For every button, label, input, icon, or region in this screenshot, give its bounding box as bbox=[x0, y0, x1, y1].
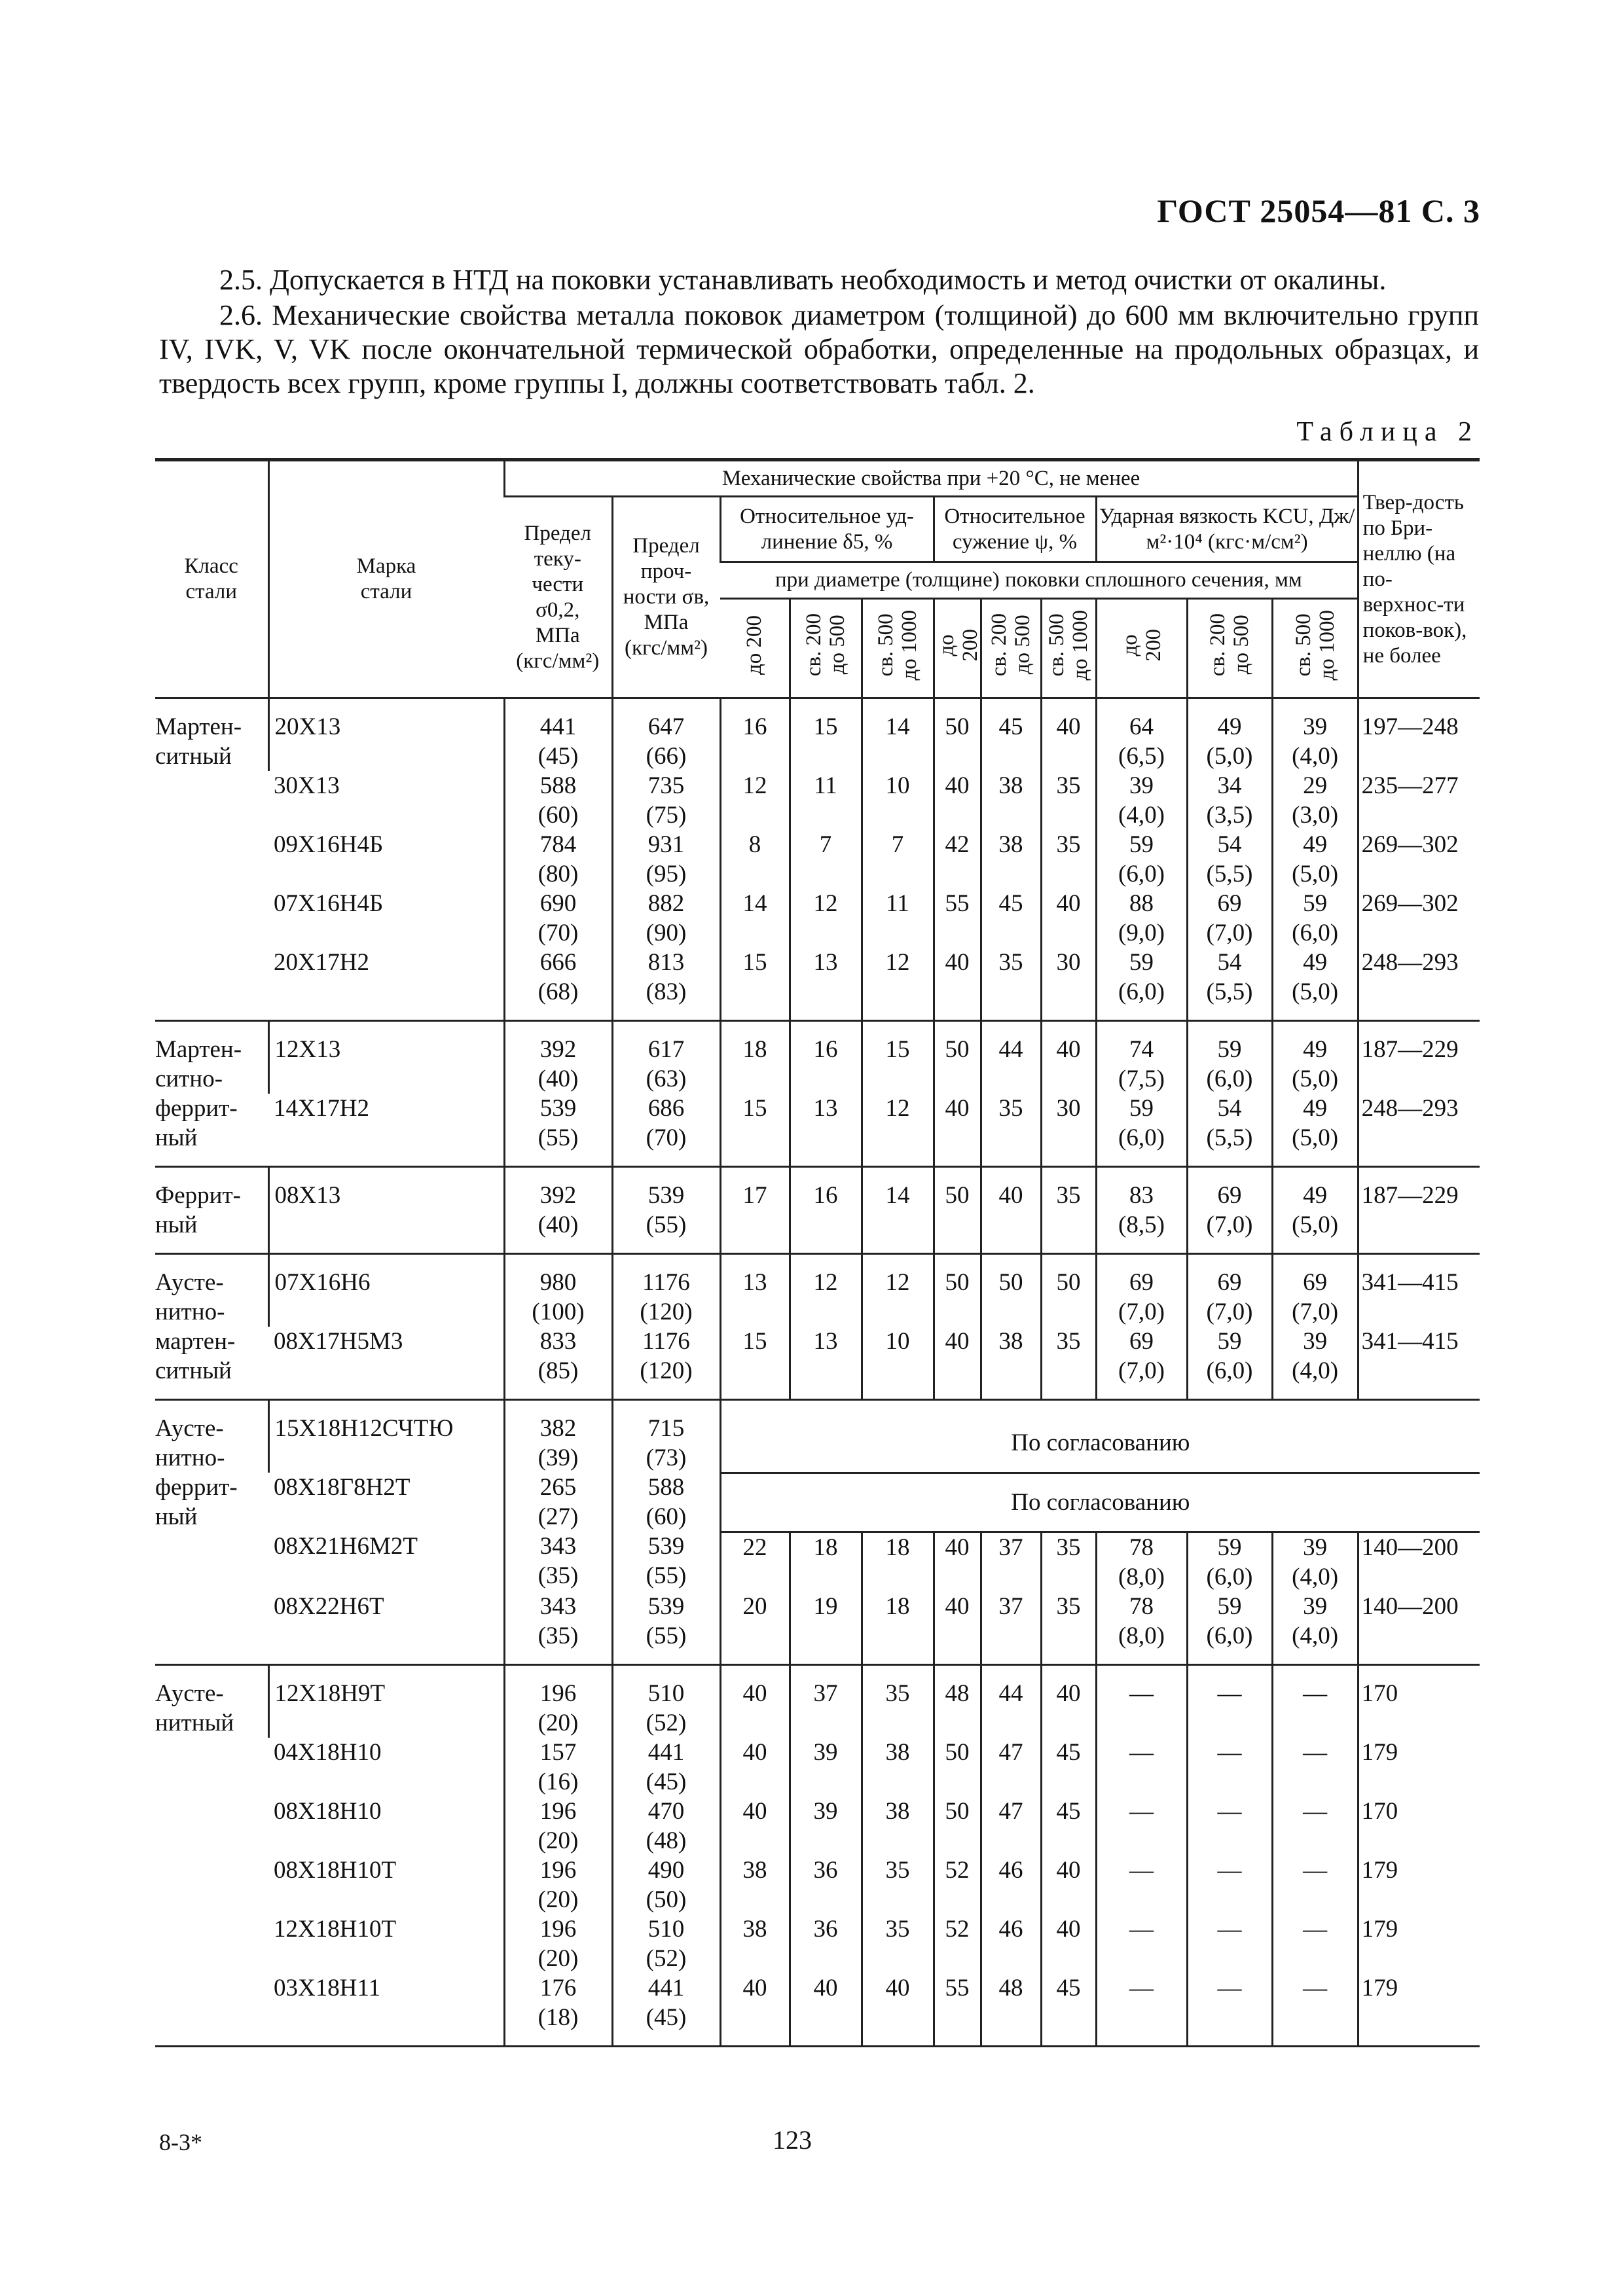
reduction-cell: 40 bbox=[934, 1094, 981, 1167]
sub-elong-1: до 200 bbox=[720, 599, 790, 698]
elongation-cell: 16 bbox=[720, 698, 790, 772]
elongation-cell: 14 bbox=[862, 1167, 934, 1254]
impact-cell: — bbox=[1187, 1664, 1272, 1738]
header-narrow: Относительное сужение ψ, % bbox=[934, 497, 1096, 562]
hardness-cell: 179 bbox=[1358, 1973, 1480, 2047]
header-hardness: Твер-дость по Бри-неллю (на по-верхнос-ти поков-вок), не более bbox=[1358, 460, 1480, 698]
elongation-cell: 11 bbox=[790, 771, 862, 830]
impact-cell: 39 (4,0) bbox=[1272, 1532, 1358, 1592]
steel-class-cell: Аусте- нитный bbox=[155, 1664, 268, 2046]
by-agreement-cell: По согласованию bbox=[720, 1400, 1480, 1473]
tensile-cell: 1176 (120) bbox=[612, 1254, 720, 1327]
yield-cell: 196 (20) bbox=[504, 1856, 612, 1914]
reduction-cell: 55 bbox=[934, 1973, 981, 2047]
reduction-cell: 40 bbox=[934, 1327, 981, 1400]
impact-cell: — bbox=[1187, 1856, 1272, 1914]
tensile-cell: 510 (52) bbox=[612, 1664, 720, 1738]
table-row bbox=[155, 830, 1480, 889]
table-row bbox=[155, 1973, 1480, 2047]
yield-cell: 196 (20) bbox=[504, 1664, 612, 1738]
impact-cell: 39 (4,0) bbox=[1272, 1327, 1358, 1400]
tensile-cell: 715 (73) bbox=[612, 1400, 720, 1473]
impact-cell: 69 (7,0) bbox=[1187, 1167, 1272, 1254]
hardness-cell: 248—293 bbox=[1358, 948, 1480, 1021]
steel-grade-cell: 08Х13 bbox=[268, 1167, 504, 1254]
impact-cell: 39 (4,0) bbox=[1272, 698, 1358, 772]
elongation-cell: 20 bbox=[720, 1592, 790, 1665]
yield-cell: 382 (39) bbox=[504, 1400, 612, 1473]
table-row bbox=[155, 698, 1480, 772]
steel-class-cell: Аусте- нитно- мартен- ситный bbox=[155, 1254, 268, 1400]
sub-narrow-1: до 200 bbox=[934, 599, 981, 698]
page-number: 123 bbox=[773, 2125, 812, 2155]
steel-grade-cell: 08Х18Н10Т bbox=[274, 1856, 397, 1884]
tensile-cell: 441 (45) bbox=[612, 1973, 720, 2047]
steel-grade-cell: 08Х18Г8Н2Т bbox=[274, 1474, 410, 1501]
reduction-cell: 50 bbox=[934, 1167, 981, 1254]
impact-cell: 78 (8,0) bbox=[1096, 1532, 1187, 1592]
steel-grade-cell: 12Х18Н10Т bbox=[274, 1915, 397, 1943]
reduction-cell: 30 bbox=[1041, 948, 1096, 1021]
reduction-cell: 38 bbox=[981, 1327, 1041, 1400]
tensile-cell: 813 (83) bbox=[612, 948, 720, 1021]
elongation-cell: 13 bbox=[790, 1094, 862, 1167]
tensile-cell: 441 (45) bbox=[612, 1738, 720, 1797]
yield-cell: 196 (20) bbox=[504, 1797, 612, 1856]
impact-cell: 49 (5,0) bbox=[1272, 1094, 1358, 1167]
elongation-cell: 15 bbox=[790, 698, 862, 772]
impact-cell: 59 (6,0) bbox=[1096, 948, 1187, 1021]
yield-cell: 176 (18) bbox=[504, 1973, 612, 2047]
sub-narrow-2: св. 200 до 500 bbox=[981, 599, 1041, 698]
impact-cell: — bbox=[1272, 1664, 1358, 1738]
reduction-cell: 46 bbox=[981, 1914, 1041, 1973]
impact-cell: 34 (3,5) bbox=[1187, 771, 1272, 830]
hardness-cell: 170 bbox=[1358, 1797, 1480, 1856]
elongation-cell: 40 bbox=[862, 1973, 934, 2047]
reduction-cell: 35 bbox=[981, 948, 1041, 1021]
elongation-cell: 12 bbox=[862, 948, 934, 1021]
reduction-cell: 40 bbox=[934, 771, 981, 830]
hardness-cell: 179 bbox=[1358, 1856, 1480, 1914]
elongation-cell: 13 bbox=[790, 1327, 862, 1400]
yield-cell: 784 (80) bbox=[504, 830, 612, 889]
tensile-cell: 1176 (120) bbox=[612, 1327, 720, 1400]
elongation-cell: 19 bbox=[790, 1592, 862, 1665]
hardness-cell: 269—302 bbox=[1358, 830, 1480, 889]
elongation-cell: 18 bbox=[862, 1532, 934, 1592]
elongation-cell: 38 bbox=[862, 1738, 934, 1797]
tensile-cell: 647 (66) bbox=[612, 698, 720, 772]
impact-cell: — bbox=[1187, 1914, 1272, 1973]
table-row bbox=[155, 1327, 1480, 1400]
reduction-cell: 52 bbox=[934, 1856, 981, 1914]
yield-cell: 343 (35) bbox=[504, 1592, 612, 1665]
elongation-cell: 40 bbox=[720, 1664, 790, 1738]
hardness-cell: 187—229 bbox=[1358, 1167, 1480, 1254]
table-row bbox=[155, 1664, 1480, 1738]
elongation-cell: 13 bbox=[790, 948, 862, 1021]
steel-grade-cell: 08Х17Н5М3 bbox=[268, 1327, 504, 1400]
elongation-cell: 15 bbox=[720, 1094, 790, 1167]
reduction-cell: 40 bbox=[1041, 1664, 1096, 1738]
elongation-cell: 14 bbox=[862, 698, 934, 772]
tensile-cell: 686 (70) bbox=[612, 1094, 720, 1167]
elongation-cell: 15 bbox=[720, 1327, 790, 1400]
yield-cell: 392 (40) bbox=[504, 1021, 612, 1094]
reduction-cell: 35 bbox=[1041, 771, 1096, 830]
impact-cell: 69 (7,0) bbox=[1096, 1327, 1187, 1400]
page-header: ГОСТ 25054—81 С. 3 bbox=[1157, 192, 1480, 229]
header-yield: Предел теку-чести σ0,2, МПа (кгс/мм²) bbox=[504, 497, 612, 698]
sub-impact-1: до 200 bbox=[1096, 599, 1187, 698]
reduction-cell: 48 bbox=[981, 1973, 1041, 2047]
elongation-cell: 12 bbox=[790, 889, 862, 948]
tensile-cell: 882 (90) bbox=[612, 889, 720, 948]
steel-class-cell: Аусте- нитно- феррит- ный bbox=[155, 1400, 268, 1665]
yield-cell: 539 (55) bbox=[504, 1094, 612, 1167]
elongation-cell: 18 bbox=[790, 1532, 862, 1592]
steel-class-cell: Мартен- ситно- феррит- ный bbox=[155, 1021, 268, 1167]
reduction-cell: 45 bbox=[1041, 1738, 1096, 1797]
hardness-cell: 179 bbox=[1358, 1914, 1480, 1973]
impact-cell: 69 (7,0) bbox=[1272, 1254, 1358, 1327]
steel-grade-cell: 08Х18Н10 bbox=[274, 1797, 382, 1825]
steel-grade-cell: 30Х13 bbox=[274, 772, 340, 799]
impact-cell: 29 (3,0) bbox=[1272, 771, 1358, 830]
elongation-cell: 11 bbox=[862, 889, 934, 948]
table-row bbox=[155, 1094, 1480, 1167]
reduction-cell: 38 bbox=[981, 771, 1041, 830]
steel-grade-cell: 12Х13 bbox=[268, 1021, 504, 1094]
reduction-cell: 37 bbox=[981, 1532, 1041, 1592]
header-impact: Ударная вязкость KCU, Дж/м²·10⁴ (кгс·м/см²) bbox=[1096, 497, 1358, 562]
reduction-cell: 50 bbox=[934, 1254, 981, 1327]
impact-cell: 49 (5,0) bbox=[1272, 1021, 1358, 1094]
header-grade: Марка стали bbox=[268, 460, 504, 698]
hardness-cell: 187—229 bbox=[1358, 1021, 1480, 1094]
impact-cell: 59 (6,0) bbox=[1187, 1327, 1272, 1400]
reduction-cell: 45 bbox=[1041, 1973, 1096, 2047]
reduction-cell: 45 bbox=[981, 889, 1041, 948]
reduction-cell: 40 bbox=[934, 1592, 981, 1665]
reduction-cell: 40 bbox=[1041, 1914, 1096, 1973]
reduction-cell: 40 bbox=[1041, 1856, 1096, 1914]
elongation-cell: 10 bbox=[862, 1327, 934, 1400]
yield-cell: 392 (40) bbox=[504, 1167, 612, 1254]
elongation-cell: 12 bbox=[862, 1254, 934, 1327]
steel-grade-cell: 20Х13 bbox=[268, 698, 504, 772]
header-elong: Относительное уд-линение δ5, % bbox=[720, 497, 934, 562]
yield-cell: 441 (45) bbox=[504, 698, 612, 772]
reduction-cell: 45 bbox=[981, 698, 1041, 772]
hardness-cell: 248—293 bbox=[1358, 1094, 1480, 1167]
elongation-cell: 8 bbox=[720, 830, 790, 889]
elongation-cell: 35 bbox=[862, 1914, 934, 1973]
table-row bbox=[155, 1856, 1480, 1914]
impact-cell: — bbox=[1096, 1664, 1187, 1738]
impact-cell: 69 (7,0) bbox=[1187, 1254, 1272, 1327]
elongation-cell: 36 bbox=[790, 1914, 862, 1973]
yield-cell: 690 (70) bbox=[504, 889, 612, 948]
steel-grade-cell: 07Х16Н6 bbox=[268, 1254, 504, 1327]
impact-cell: 69 (7,0) bbox=[1187, 889, 1272, 948]
header-diam: при диаметре (толщине) поковки сплошного сечения, мм bbox=[720, 562, 1358, 599]
reduction-cell: 55 bbox=[934, 889, 981, 948]
impact-cell: — bbox=[1187, 1797, 1272, 1856]
impact-cell: — bbox=[1096, 1856, 1187, 1914]
impact-cell: — bbox=[1272, 1914, 1358, 1973]
table-caption: Таблица 2 bbox=[1296, 417, 1479, 447]
elongation-cell: 38 bbox=[720, 1914, 790, 1973]
elongation-cell: 37 bbox=[790, 1664, 862, 1738]
reduction-cell: 40 bbox=[1041, 889, 1096, 948]
elongation-cell: 16 bbox=[790, 1167, 862, 1254]
steel-class-cell: Феррит- ный bbox=[155, 1167, 268, 1254]
elongation-cell: 12 bbox=[862, 1094, 934, 1167]
impact-cell: 54 (5,5) bbox=[1187, 1094, 1272, 1167]
tensile-cell: 539 (55) bbox=[612, 1167, 720, 1254]
impact-cell: 59 (6,0) bbox=[1272, 889, 1358, 948]
impact-cell: 59 (6,0) bbox=[1187, 1532, 1272, 1592]
impact-cell: — bbox=[1272, 1797, 1358, 1856]
impact-cell: 69 (7,0) bbox=[1096, 1254, 1187, 1327]
impact-cell: 78 (8,0) bbox=[1096, 1592, 1187, 1665]
elongation-cell: 38 bbox=[862, 1797, 934, 1856]
table-row bbox=[155, 1254, 1480, 1327]
elongation-cell: 38 bbox=[720, 1856, 790, 1914]
tensile-cell: 931 (95) bbox=[612, 830, 720, 889]
table-row bbox=[155, 1592, 1480, 1665]
table-2 bbox=[155, 458, 1480, 2047]
yield-cell: 343 (35) bbox=[504, 1532, 612, 1592]
tensile-cell: 490 (50) bbox=[612, 1856, 720, 1914]
elongation-cell: 18 bbox=[720, 1021, 790, 1094]
elongation-cell: 18 bbox=[862, 1592, 934, 1665]
hardness-cell: 170 bbox=[1358, 1664, 1480, 1738]
reduction-cell: 35 bbox=[1041, 1532, 1096, 1592]
steel-grade-cell: 03Х18Н11 bbox=[268, 1973, 504, 2047]
elongation-cell: 7 bbox=[862, 830, 934, 889]
reduction-cell: 47 bbox=[981, 1738, 1041, 1797]
hardness-cell: 235—277 bbox=[1358, 771, 1480, 830]
table-row bbox=[155, 1914, 1480, 1973]
yield-cell: 666 (68) bbox=[504, 948, 612, 1021]
elongation-cell: 15 bbox=[862, 1021, 934, 1094]
steel-grade-cell: 04Х18Н10 bbox=[274, 1738, 382, 1766]
reduction-cell: 48 bbox=[934, 1664, 981, 1738]
impact-cell: 59 (6,0) bbox=[1187, 1592, 1272, 1665]
impact-cell: — bbox=[1272, 1856, 1358, 1914]
sub-elong-3: св. 500 до 1000 bbox=[862, 599, 934, 698]
reduction-cell: 46 bbox=[981, 1856, 1041, 1914]
steel-grade-cell: 12Х18Н9Т bbox=[268, 1664, 504, 1738]
reduction-cell: 44 bbox=[981, 1664, 1041, 1738]
elongation-cell: 39 bbox=[790, 1738, 862, 1797]
reduction-cell: 50 bbox=[934, 1738, 981, 1797]
elongation-cell: 40 bbox=[720, 1738, 790, 1797]
tensile-cell: 510 (52) bbox=[612, 1914, 720, 1973]
elongation-cell: 14 bbox=[720, 889, 790, 948]
steel-grade-cell: 14Х17Н2 bbox=[268, 1094, 504, 1167]
reduction-cell: 35 bbox=[981, 1094, 1041, 1167]
tensile-cell: 470 (48) bbox=[612, 1797, 720, 1856]
impact-cell: 49 (5,0) bbox=[1272, 830, 1358, 889]
elongation-cell: 17 bbox=[720, 1167, 790, 1254]
sub-impact-2: св. 200 до 500 bbox=[1187, 599, 1272, 698]
steel-grade-cell: 07Х16Н4Б bbox=[274, 890, 384, 917]
reduction-cell: 50 bbox=[934, 1021, 981, 1094]
reduction-cell: 45 bbox=[1041, 1797, 1096, 1856]
table-row bbox=[155, 1738, 1480, 1797]
reduction-cell: 35 bbox=[1041, 1167, 1096, 1254]
table-row bbox=[155, 1797, 1480, 1856]
impact-cell: 49 (5,0) bbox=[1272, 948, 1358, 1021]
table-row bbox=[155, 1400, 1480, 1473]
reduction-cell: 50 bbox=[934, 698, 981, 772]
impact-cell: — bbox=[1272, 1973, 1358, 2047]
impact-cell: 59 (6,0) bbox=[1187, 1021, 1272, 1094]
reduction-cell: 42 bbox=[934, 830, 981, 889]
reduction-cell: 38 bbox=[981, 830, 1041, 889]
elongation-cell: 15 bbox=[720, 948, 790, 1021]
reduction-cell: 50 bbox=[934, 1797, 981, 1856]
header-tensile: Предел проч-ности σв, МПа (кгс/мм²) bbox=[612, 497, 720, 698]
impact-cell: 64 (6,5) bbox=[1096, 698, 1187, 772]
impact-cell: 88 (9,0) bbox=[1096, 889, 1187, 948]
yield-cell: 588 (60) bbox=[504, 771, 612, 830]
impact-cell: 49 (5,0) bbox=[1272, 1167, 1358, 1254]
elongation-cell: 12 bbox=[720, 771, 790, 830]
tensile-cell: 539 (55) bbox=[612, 1592, 720, 1665]
hardness-cell: 140—200 bbox=[1358, 1532, 1480, 1592]
impact-cell: — bbox=[1187, 1738, 1272, 1797]
steel-grade-cell: 09Х16Н4Б bbox=[274, 831, 384, 858]
reduction-cell: 47 bbox=[981, 1797, 1041, 1856]
reduction-cell: 44 bbox=[981, 1021, 1041, 1094]
reduction-cell: 37 bbox=[981, 1592, 1041, 1665]
impact-cell: 59 (6,0) bbox=[1096, 830, 1187, 889]
reduction-cell: 40 bbox=[981, 1167, 1041, 1254]
yield-cell: 157 (16) bbox=[504, 1738, 612, 1797]
hardness-cell: 341—415 bbox=[1358, 1254, 1480, 1327]
table-row bbox=[155, 771, 1480, 830]
steel-grade-cell: 15Х18Н12СЧТЮ bbox=[268, 1400, 504, 1473]
sub-elong-2: св. 200 до 500 bbox=[790, 599, 862, 698]
tensile-cell: 539 (55) bbox=[612, 1532, 720, 1592]
impact-cell: 39 (4,0) bbox=[1272, 1592, 1358, 1665]
elongation-cell: 40 bbox=[720, 1973, 790, 2047]
reduction-cell: 52 bbox=[934, 1914, 981, 1973]
reduction-cell: 40 bbox=[934, 1532, 981, 1592]
impact-cell: — bbox=[1096, 1738, 1187, 1797]
header-mech: Механические свойства при +20 °С, не менее bbox=[504, 460, 1358, 497]
elongation-cell: 40 bbox=[790, 1973, 862, 2047]
elongation-cell: 39 bbox=[790, 1797, 862, 1856]
reduction-cell: 40 bbox=[1041, 1021, 1096, 1094]
steel-grade-cell: 08Х21Н6М2Т bbox=[274, 1533, 418, 1560]
reduction-cell: 40 bbox=[934, 948, 981, 1021]
impact-cell: 54 (5,5) bbox=[1187, 830, 1272, 889]
impact-cell: 83 (8,5) bbox=[1096, 1167, 1187, 1254]
yield-cell: 833 (85) bbox=[504, 1327, 612, 1400]
elongation-cell: 40 bbox=[720, 1797, 790, 1856]
table-row bbox=[155, 1021, 1480, 1094]
table-row bbox=[155, 889, 1480, 948]
yield-cell: 265 (27) bbox=[504, 1473, 612, 1532]
paragraph-2-5: 2.5. Допускается в НТД на поковки устанавливать необходимость и метод очистки от окалины. bbox=[219, 264, 1387, 296]
table-row bbox=[155, 1167, 1480, 1254]
elongation-cell: 13 bbox=[720, 1254, 790, 1327]
impact-cell: 39 (4,0) bbox=[1096, 771, 1187, 830]
impact-cell: — bbox=[1096, 1797, 1187, 1856]
paragraph-2-6: 2.6. Механические свойства металла поковок диаметром (толщиной) до 600 мм включительно групп IV, IVK, V, VK после окончательной термической обработки, определенные на продольных образцах, и твердость всех групп, кроме группы I, должны соответствовать табл. 2. bbox=[159, 299, 1479, 399]
by-agreement-cell: По согласованию bbox=[720, 1473, 1480, 1532]
hardness-cell: 179 bbox=[1358, 1738, 1480, 1797]
hardness-cell: 269—302 bbox=[1358, 889, 1480, 948]
elongation-cell: 22 bbox=[720, 1532, 790, 1592]
impact-cell: — bbox=[1187, 1973, 1272, 2047]
tensile-cell: 735 (75) bbox=[612, 771, 720, 830]
header-class: Класс стали bbox=[155, 460, 268, 698]
reduction-cell: 50 bbox=[1041, 1254, 1096, 1327]
steel-grade-cell: 08Х22Н6Т bbox=[268, 1592, 504, 1665]
table-row bbox=[155, 948, 1480, 1021]
footer-code: 8-3* bbox=[159, 2129, 202, 2155]
impact-cell: — bbox=[1096, 1914, 1187, 1973]
elongation-cell: 35 bbox=[862, 1664, 934, 1738]
elongation-cell: 7 bbox=[790, 830, 862, 889]
table-row bbox=[155, 1532, 1480, 1592]
elongation-cell: 10 bbox=[862, 771, 934, 830]
sub-impact-3: св. 500 до 1000 bbox=[1272, 599, 1358, 698]
hardness-cell: 197—248 bbox=[1358, 698, 1480, 772]
elongation-cell: 36 bbox=[790, 1856, 862, 1914]
steel-class-cell: Мартен- ситный bbox=[155, 698, 268, 1021]
tensile-cell: 588 (60) bbox=[612, 1473, 720, 1532]
reduction-cell: 50 bbox=[981, 1254, 1041, 1327]
hardness-cell: 341—415 bbox=[1358, 1327, 1480, 1400]
impact-cell: 59 (6,0) bbox=[1096, 1094, 1187, 1167]
reduction-cell: 30 bbox=[1041, 1094, 1096, 1167]
table-row bbox=[155, 1473, 1480, 1532]
reduction-cell: 35 bbox=[1041, 1592, 1096, 1665]
reduction-cell: 40 bbox=[1041, 698, 1096, 772]
impact-cell: 54 (5,5) bbox=[1187, 948, 1272, 1021]
sub-narrow-3: св. 500 до 1000 bbox=[1041, 599, 1096, 698]
impact-cell: — bbox=[1096, 1973, 1187, 2047]
elongation-cell: 35 bbox=[862, 1856, 934, 1914]
impact-cell: 49 (5,0) bbox=[1187, 698, 1272, 772]
elongation-cell: 16 bbox=[790, 1021, 862, 1094]
steel-grade-cell: 20Х17Н2 bbox=[268, 948, 504, 1021]
impact-cell: — bbox=[1272, 1738, 1358, 1797]
reduction-cell: 35 bbox=[1041, 830, 1096, 889]
impact-cell: 74 (7,5) bbox=[1096, 1021, 1187, 1094]
yield-cell: 980 (100) bbox=[504, 1254, 612, 1327]
yield-cell: 196 (20) bbox=[504, 1914, 612, 1973]
table-body bbox=[155, 698, 1480, 2047]
tensile-cell: 617 (63) bbox=[612, 1021, 720, 1094]
reduction-cell: 35 bbox=[1041, 1327, 1096, 1400]
hardness-cell: 140—200 bbox=[1358, 1592, 1480, 1665]
elongation-cell: 12 bbox=[790, 1254, 862, 1327]
